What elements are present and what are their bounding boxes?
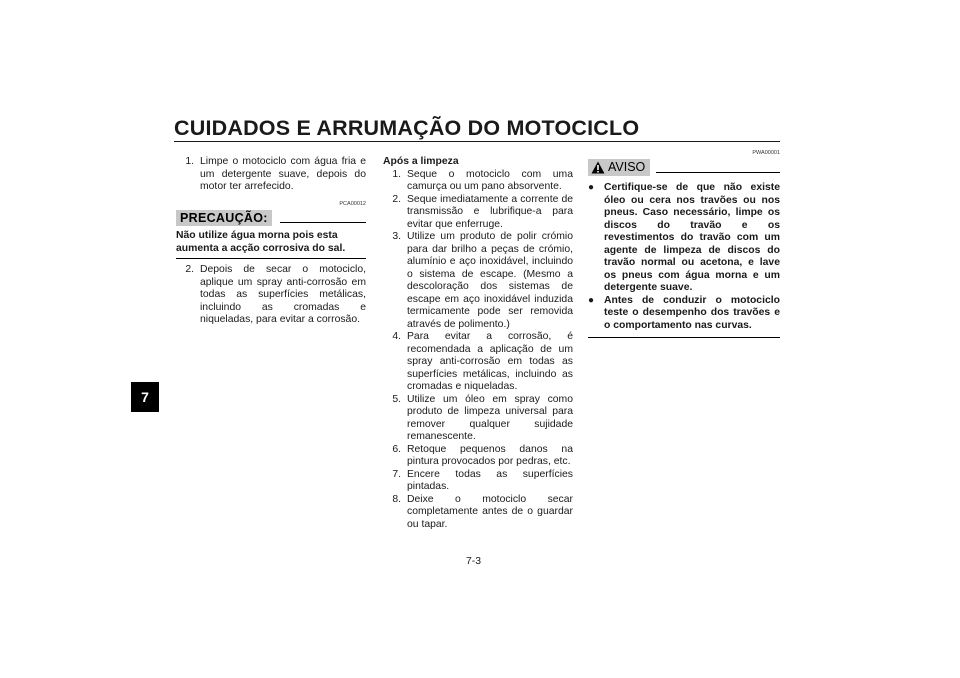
title-underline [174,141,780,142]
list-item [383,231,573,331]
caution-end-rule [176,258,366,259]
bullet-icon: ● [588,294,595,306]
list-item [383,444,573,469]
list-item [383,469,573,494]
step-number: 5. [392,393,401,405]
step-number: 4. [392,331,401,342]
step-number: 7. [392,468,401,480]
list-item [383,194,573,232]
step-text: Seque imediatamente a corrente de transmissão e lubrifique-a para evitar que enferruge. [407,193,573,230]
caution-rule [280,222,366,223]
step-number: 2. [392,193,401,205]
step-number: 3. [392,231,401,242]
step-text: Utilize um produto de polir crómio para dar brilho a peças de crómio, alumínio e aço inoxidável, incluindo o sistema de escape. (Mesmo a descoloração dos sistemas de escape em aço inoxidável induzida termicamente pode ser removida através de polimento.) [407,231,573,330]
warning-end-rule [588,337,780,338]
step-text: Limpe o motociclo com água fria e um detergente suave, depois do motor ter arrefecido. [200,156,366,192]
list-item [176,264,366,327]
warning-rule [656,172,780,173]
warning-text: Certifique-se de que não existe óleo ou cera nos travões ou nos pneus. Caso necessário, limpe os discos do travão e os revestimentos do travão com um agente de limpeza de discos do travão normal ou acetona, e lave os pneus com água morna e um detergente suave. [604,182,780,293]
caution-label: PRECAUÇÃO: [176,210,272,227]
list-item [383,394,573,444]
step-text: Depois de secar o motociclo, aplique um spray anti-corrosão em todas as superfícies metálicas, incluindo as cromadas e niqueladas, para evitar a corrosão. [200,264,366,325]
chapter-tab: 7 [131,382,159,412]
warning-triangle-icon [591,161,605,174]
caution-code: PCA00012 [339,200,366,207]
step-number: 1. [392,168,401,180]
list-item [176,156,366,194]
column-middle [383,156,573,531]
step-text: Deixe o motociclo secar completamente antes de o guardar ou tapar. [407,493,573,530]
caution-text: Não utilize água morna pois esta aumenta a acção corrosiva do sal. [176,230,346,254]
column-right [588,150,780,343]
bullet-icon: ● [588,182,595,193]
page-title: CUIDADOS E ARRUMAÇÃO DO MOTOCICLO [174,116,640,140]
warning-text: Antes de conduzir o motociclo teste o desempenho dos travões e o comportamento nas curvas. [604,294,780,331]
step-number: 6. [392,443,401,455]
step-text: Encere todas as superfícies pintadas. [407,468,573,492]
list-item [383,331,573,394]
step-text: Seque o motociclo com uma camurça ou um pano absorvente. [407,168,573,192]
step-text: Para evitar a corrosão, é recomendada a aplicação de um spray anti-corrosão em todas as superfícies metálicas, incluindo as cromadas e niqueladas. [407,331,573,392]
step-text: Retoque pequenos danos na pintura provocados por pedras, etc. [407,443,573,467]
step-number: 1. [185,156,194,167]
list-item [588,295,780,333]
caution-header [176,210,366,227]
section-heading: Após a limpeza [383,156,459,167]
list-item [383,494,573,532]
step-number: 2. [185,264,194,275]
warning-badge [588,159,650,176]
warning-header [588,159,780,176]
list-item [383,169,573,194]
page-number: 7-3 [466,556,482,567]
list-item [588,182,780,295]
step-text: Utilize um óleo em spray como produto de limpeza universal para remover qualquer sujidade remanescente. [407,393,573,442]
warning-list [588,182,780,332]
warning-code: PWA00001 [752,150,780,156]
warning-label: AVISO [608,160,646,175]
step-number: 8. [392,493,401,505]
column-left [176,156,366,327]
after-cleaning-steps [383,169,573,532]
